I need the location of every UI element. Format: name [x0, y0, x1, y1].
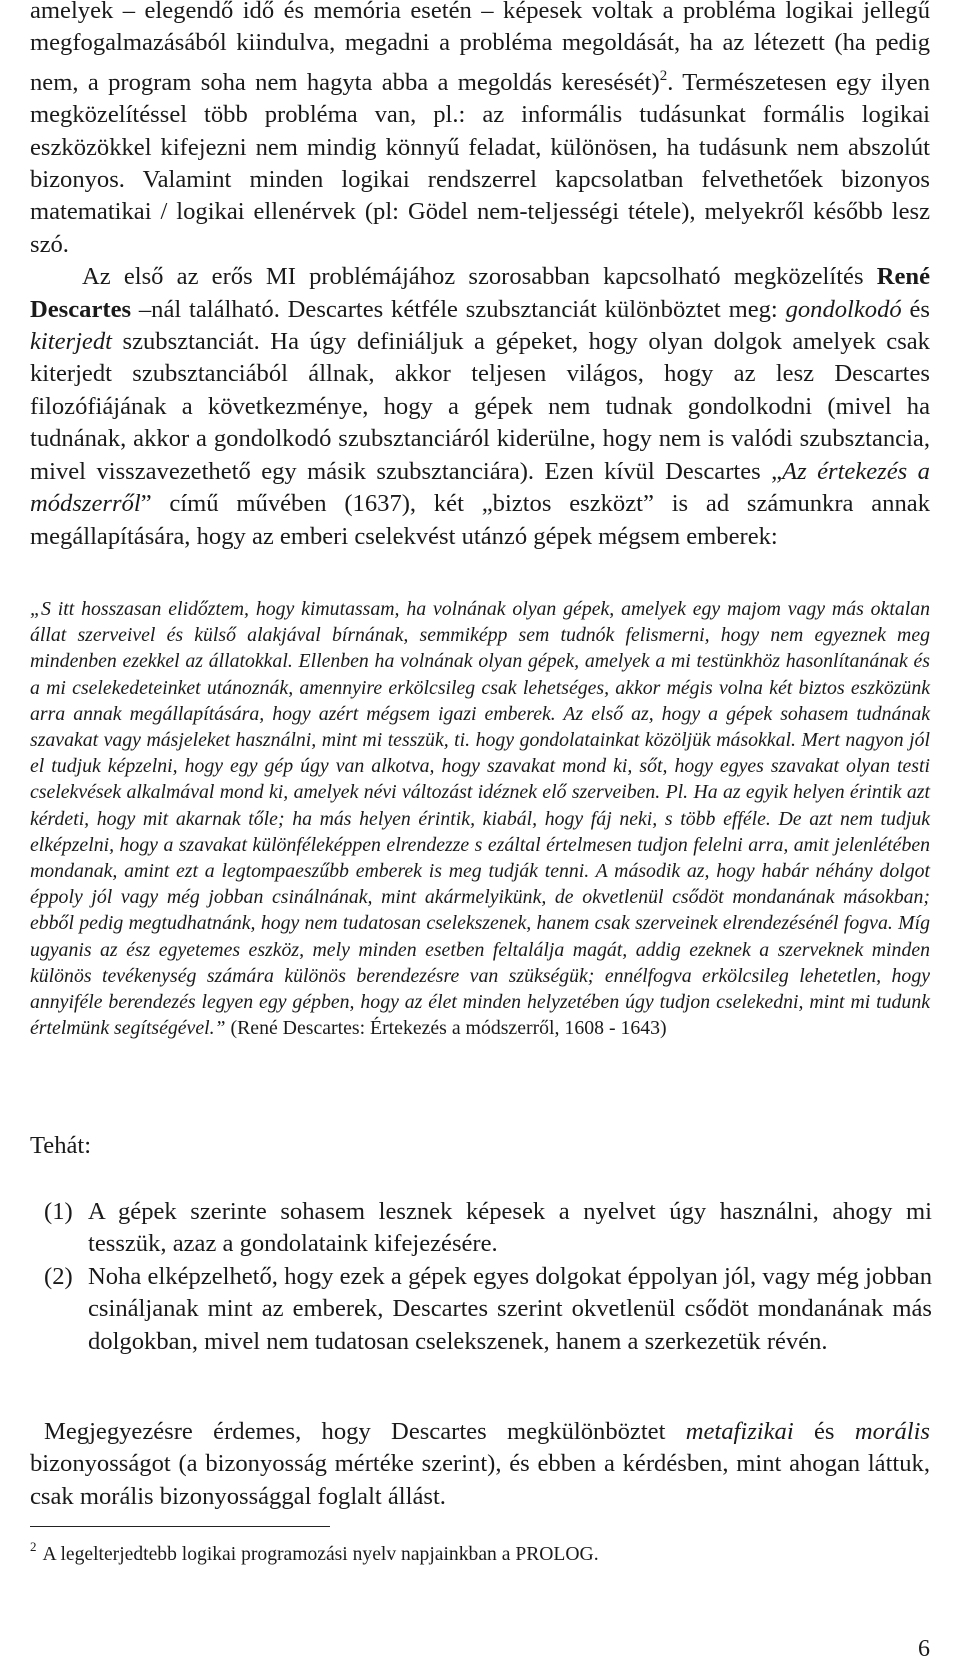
list-item	[44, 1196, 932, 1261]
footnote-mark: 2	[30, 1539, 37, 1554]
tehat-label: Tehát:	[30, 1132, 92, 1159]
list-item-text: Noha elképzelhető, hogy ezek a gépek egyes dolgokat éppolyan jól, vagy még jobban csináljanak mint az emberek, Descartes szerint okvetlenül csődöt mondanának más dolgokban, mivel nem tudatosan cselekszenek, hanem a szerkezetük révén.	[88, 1262, 932, 1355]
footnote-text: A legelterjedtebb logikai programozási nyelv napjainkban a PROLOG.	[42, 1544, 599, 1565]
list-item-number: (1)	[44, 1198, 73, 1225]
paragraph-descartes: Az első az erős MI problémájához szorosabban kapcsolható megközelítés René Descartes –nál található. Descartes kétféle szubsztanciát különböztet meg: gondolkodó és kiterjedt szubsztanciát. Ha úgy definiáljuk a gépeket, hogy olyan dolgok amelyek csak kiterjedt szubsztanciából állnak, akkor teljesen világos, hogy az lesz Descartes filozófiájának a következménye, hogy a gépek nem tudnak gondolkodni (mivel ha tudnának, akkor a gondolkodó szubsztanciáról kiderülne, hogy nem is valódi szubsztancia, mivel visszavezethető egy másik szubsztanciára). Ezen kívül Descartes „Az értekezés a módszerről” című művében (1637), két „biztos eszközt” is ad számunkra annak megállapítására, hogy az emberi cselekvést utánzó gépek mégsem emberek:	[30, 263, 930, 550]
term-moralis: morális	[854, 1418, 931, 1445]
footnote	[30, 1534, 599, 1568]
paragraph-continuation: amelyek – elegendő idő és memória esetén – képesek voltak a probléma logikai jellegű megfogalmazásából kiindulva, megadni a probléma megoldását, ha az létezett (ha pedig nem, a program soha nem hagyta abba a megoldás keresését)$^2$. Természetesen egy ilyen megközelítéssel több probléma van, pl.: az informális tudásunkat formális logikai eszközökkel kifejezni nem mindig könnyű feladat, különösen, ha tudásunk nem abszolút bizonyos. Valamint minden logikai rendszerrel kapcsolatban felvethetőek bizonyos matematikai / logikai ellenérvek (pl: Gödel nem-teljességi tétele), melyekről később lesz szó.	[30, 0, 930, 258]
term-metafizikai: metafizikai	[685, 1418, 794, 1445]
work-title: Az értekezés a módszerről	[30, 457, 930, 518]
footnote-reference[interactable]: 2	[659, 67, 668, 84]
list-item	[44, 1261, 932, 1358]
quote-text: „S itt hosszasan elidőztem, hogy kimutassam, ha volnának olyan gépek, amelyek egy majom vagy más oktalan állat szerveivel és külső alakjával bírnának, semmiképp sem tudnók felismerni, hogy nem egyeznek meg mindenben ezekkel az állatokkal. Ellenben ha volnának olyan gépek, amelyek a mi testünkhöz hasonlítanának és a mi cselekedeteinket utánoznák, amennyire erkölcsileg csak lehetséges, akkor mégis volna két biztos eszközünk arra annak megállapítására, hogy azért mégsem igazi emberek. Az első az, hogy a gépek sohasem tudnának szavakat vagy másjeleket használni, mint mi tesszük, ti. hogy gondolatainkat közöljük másokkal. Mert nagyon jól el tudjuk képzelni, hogy egy gép úgy van alkotva, hogy szavakat mond ki, sőt, hogy egyes szavakat olyan testi cselekvések alkalmával mond ki, amelyek névi változást idéznek elő szerveiben. Pl. Ha az egyik helyen érintik azt kérdeti, hogy mit akarnak tőle; ha más helyen érintik, kiabál, hogy fáj neki, s több efféle. De azt nem tudjuk elképzelni, hogy a szavakat különféleképpen elrendezze s ezáltal értelmesen tudjon felelni arra, amit jelenlétében mondanak, amint ezt a legtompaeszűbb emberek is meg tudják tenni. A második az, hogy habár néhány dolgot éppoly jól vagy még jobban csinálnának, mint akármelyikünk, de okvetlenül csődöt mondanának másokban; ebből pedig megtudhatnánk, hogy nem tudatosan cselekszenek, hanem csak szerveinek elrendezésénél fogva. Míg ugyanis az ész egyetemes eszköz, mely minden esetben feltalálja magát, addig ezeknek a szerveknek minden különös tevékenység számára különös berendezésre van szükségük; ennélfogva erkölcsileg lehetetlen, hogy annyiféle berendezés legyen egy gépben, hogy az élet minden helyzetében úgy tudjon cselekedni, mint mi tudunk értelmünk segítségével.”	[30, 598, 930, 1040]
footnote-divider	[30, 1526, 330, 1527]
page-number: 6	[918, 1636, 930, 1662]
descartes-quote	[30, 596, 930, 1041]
list-item-number: (2)	[44, 1262, 73, 1290]
main-text	[30, 0, 930, 553]
term-gondolkodo: gondolkodó	[785, 295, 902, 323]
quote-citation: (René Descartes: Értekezés a módszerről, 1608 - 1643)	[225, 1017, 667, 1040]
numbered-list	[44, 1196, 932, 1358]
term-kiterjedt: kiterjedt	[30, 328, 112, 356]
name-rene-descartes: René Descartes	[30, 263, 930, 323]
list-item-text: A gépek szerinte sohasem lesznek képesek a nyelvet úgy használni, ahogy mi tesszük, azaz a gondolataink kifejezésére.	[88, 1198, 932, 1258]
paragraph-closing: Megjegyezésre érdemes, hogy Descartes megkülönböztet metafizikai és morális bizonyosságot (a bizonyosság mértéke szerint), és ebben a kérdésben, mint ahogan láttuk, csak morális bizonyossággal foglalt állást.	[30, 1418, 931, 1510]
